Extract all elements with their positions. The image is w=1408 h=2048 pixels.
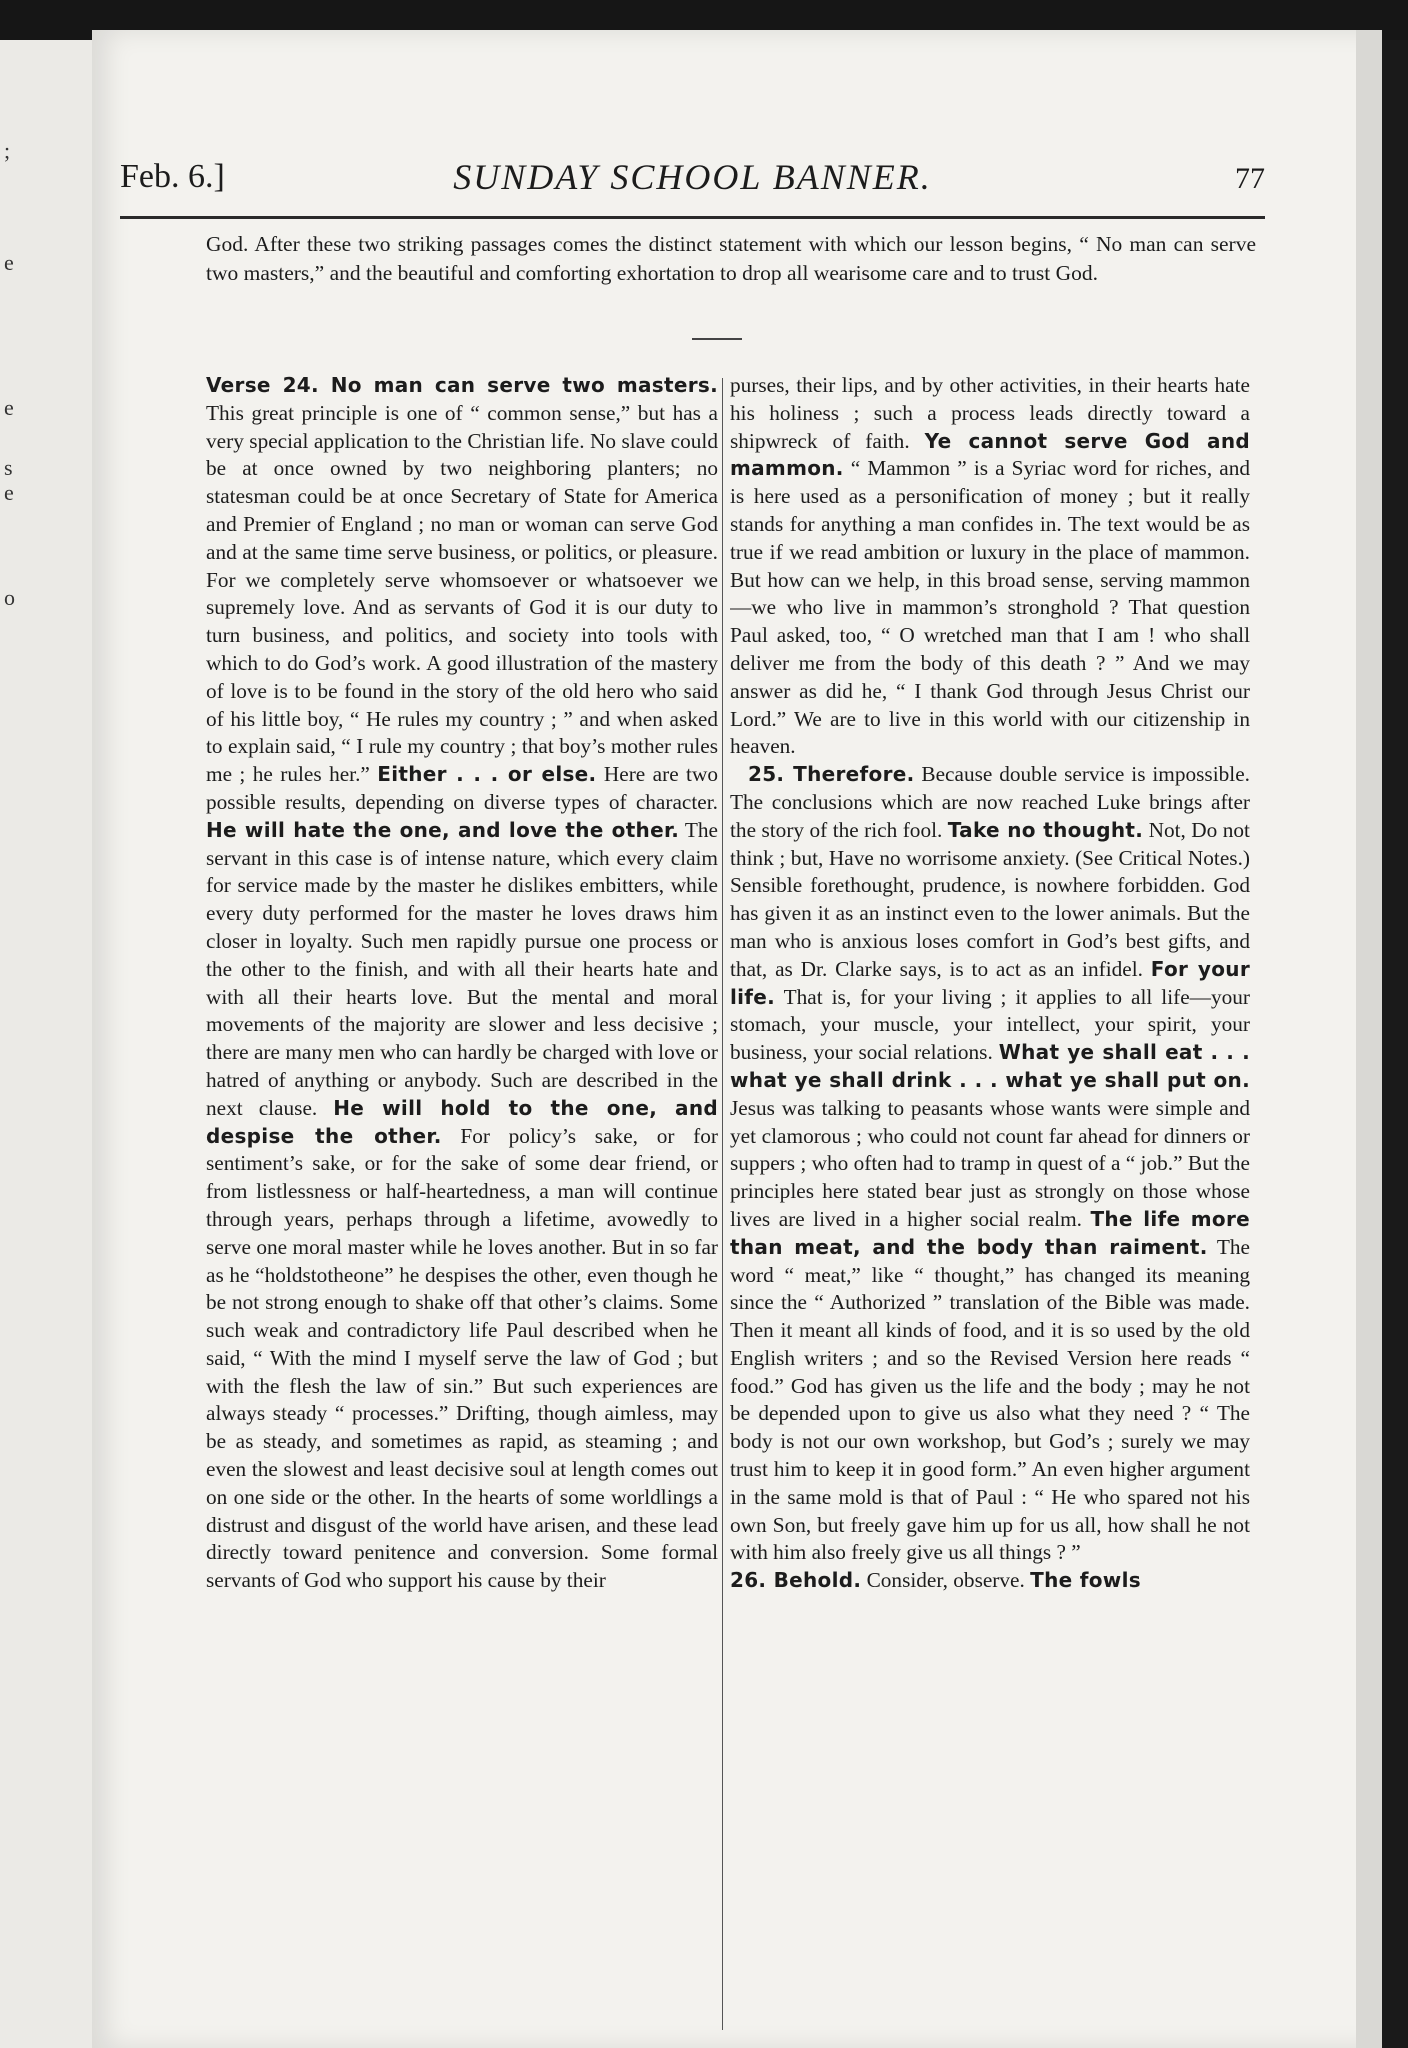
body-text: Here are two possible results, depending on diverse types of character.	[206, 762, 718, 814]
section-divider	[692, 338, 742, 340]
facing-page-edge	[0, 40, 92, 2048]
mammon-heading: Ye cannot serve God and mammon.	[730, 428, 1250, 481]
page-edge-shadow	[1356, 30, 1382, 2048]
margin-fragment: e	[4, 480, 14, 505]
margin-fragment: o	[4, 585, 15, 610]
intro-paragraph: God. After these two striking passages comes the distinct statement with which our lesson begins, “ No man can serve two masters,” and the beautiful and comforting exhortation to drop all wearisome care and to trust God.	[206, 232, 1256, 285]
body-text: “ Mammon ” is a Syriac word for riches, and is here used as a personification of money ; but it really stands for anything a man confides in. The text would be as true if we read ambition or luxury in the place of mammon. But how can we help, in this broad sense, serving mammon—we who live in mammon’s stronghold ? That question Paul asked, too, “ O wretched man that I am ! who shall deliver me from the body of this death ? ” And we may answer as did he, “ I thank God through Jesus Christ our Lord.” We are to live in this world with our citizenship in heaven.	[730, 456, 1250, 759]
body-text: The servant in this case is of intense nature, which every claim for service made by the master he dislikes embitters, while every duty performed for the master he loves draws him closer in loyalty. Such men rapidly pursue one process or the other to the finish, and with all their hearts hate and with all their hearts love. But the mental and moral movements of the majority are slower and less decisive ; there are many men who can hardly be charged with love or hatred of anything or anybody. Such are described in the next clause.	[206, 817, 718, 1120]
your-life-heading: For your life.	[730, 956, 1250, 1009]
verse-26-paragraph	[730, 1567, 1250, 1595]
verse-26-heading: 26. Behold.	[730, 1568, 862, 1593]
body-text: Consider, observe.	[861, 1568, 1031, 1593]
running-header	[120, 134, 1265, 204]
mammon-paragraph	[730, 372, 1250, 761]
margin-fragment: s	[4, 455, 13, 480]
body-text: That is, for your living ; it applies to all life—your stomach, your muscle, your intellect, your spirit, your business, your social relations.	[730, 984, 1250, 1065]
page-number: 77	[1235, 162, 1265, 195]
eat-drink-heading: What ye shall eat . . . what ye shall drink . . . what ye shall put on.	[730, 1040, 1250, 1092]
either-or-heading: Either . . . or else.	[377, 762, 597, 787]
margin-fragment: e	[4, 395, 14, 420]
verse-24-paragraph	[206, 372, 718, 1595]
column-divider	[722, 378, 723, 2030]
right-column	[730, 372, 1250, 2044]
verse-25-heading: 25. Therefore.	[748, 762, 915, 787]
header-title: SUNDAY SCHOOL BANNER.	[453, 157, 932, 197]
margin-fragment: ;	[4, 138, 11, 163]
no-thought-heading: Take no thought.	[947, 817, 1144, 842]
header-date: Feb. 6.]	[120, 158, 225, 195]
body-text: The word “ meat,” like “ thought,” has changed its meaning since the “ Authorized ” translation of the Bible was made. Then it meant all kinds of food, and it is so used by the old English writers ; and so the Revised Version here reads “ food.” God has given us the life and the body ; may he not be depended upon to give us also what they need ? “ The body is not our own workshop, but God’s ; surely we may trust him to keep it in good form.” An even higher argument in the same mold is that of Paul : “ He who spared not his own Son, but freely gave him up for us all, how shall he not with him also freely give us all things ? ”	[730, 1234, 1250, 1565]
body-text: Jesus was talking to peasants whose wants were simple and yet clamorous ; who could not count far ahead for dinners or suppers ; who often had to tramp in quest of a “ job.” But the principles here stated bear just as strongly on those whose lives are lived in a higher social realm.	[730, 1095, 1250, 1231]
life-meat-heading: The life more than meat, and the body than raiment.	[730, 1206, 1250, 1259]
body-text: Not, Do not think ; but, Have no worrisome anxiety. (See Critical Notes.) Sensible forethought, prudence, is nowhere forbidden. God has given it as an instinct even to the lower animals. But the man who is anxious loses comfort in God’s best gifts, and that, as Dr. Clarke says, is to act as an infidel.	[730, 817, 1250, 981]
verse-24-heading: Verse 24. No man can serve two masters.	[206, 373, 718, 397]
body-text: This great principle is one of “ common sense,” but has a very special application to the Christian life. No slave could be at once owned by two neighboring planters; no statesman could be at once Secretary of State for America and Premier of England ; no man or woman can serve God and at the same time serve business, or politics, or pleasure. For we completely serve whomsoever or whatsoever we supremely love. And as servants of God it is our duty to turn business, and politics, and society into tools with which to do God’s work. A good illustration of the mastery of love is to be found in the story of the old hero who said of his little boy, “ He rules my country ; ” and when asked to explain said, “ I rule my country ; that boy’s mother rules me ; he rules her.”	[206, 400, 718, 787]
header-rule	[120, 216, 1265, 219]
body-text: For policy’s sake, or for sentiment’s sake, or for the sake of some dear friend, or from listlessness or half-heartedness, a man will continue through years, perhaps through a lifetime, avowedly to serve one moral master while he loves another. But in so far as he “holdstotheone” he despises the other, even though he be not strong enough to shake off that other’s claims. Some such weak and contradictory life Paul described when he said, “ With the mind I myself serve the law of God ; but with the flesh the law of sin.” But such experiences are always steady “ processes.” Drifting, though aimless, may be as steady, and sometimes as rapid, as steaming ; and even the slowest and least decisive soul at length comes out on one side or the other. In the hearts of some worldlings a distrust and disgust of the world have arisen, and these lead directly toward penitence and conversion. Some formal servants of God who support his cause by their	[206, 1123, 718, 1593]
body-text: purses, their lips, and by other activities, in their hearts hate his holiness ; such a process leads directly toward a shipwreck of faith.	[730, 373, 1250, 453]
body-text: Because double service is impossible. The conclusions which are now reached Luke brings after the story of the rich fool.	[730, 762, 1250, 842]
hold-despise-heading: He will hold to the one, and despise the other.	[206, 1095, 718, 1148]
margin-fragment: e	[4, 250, 14, 275]
left-column	[206, 372, 718, 2044]
fowls-heading: The fowls	[1030, 1568, 1141, 1593]
verse-25-paragraph	[730, 761, 1250, 1567]
hate-love-heading: He will hate the one, and love the other.	[206, 817, 680, 842]
